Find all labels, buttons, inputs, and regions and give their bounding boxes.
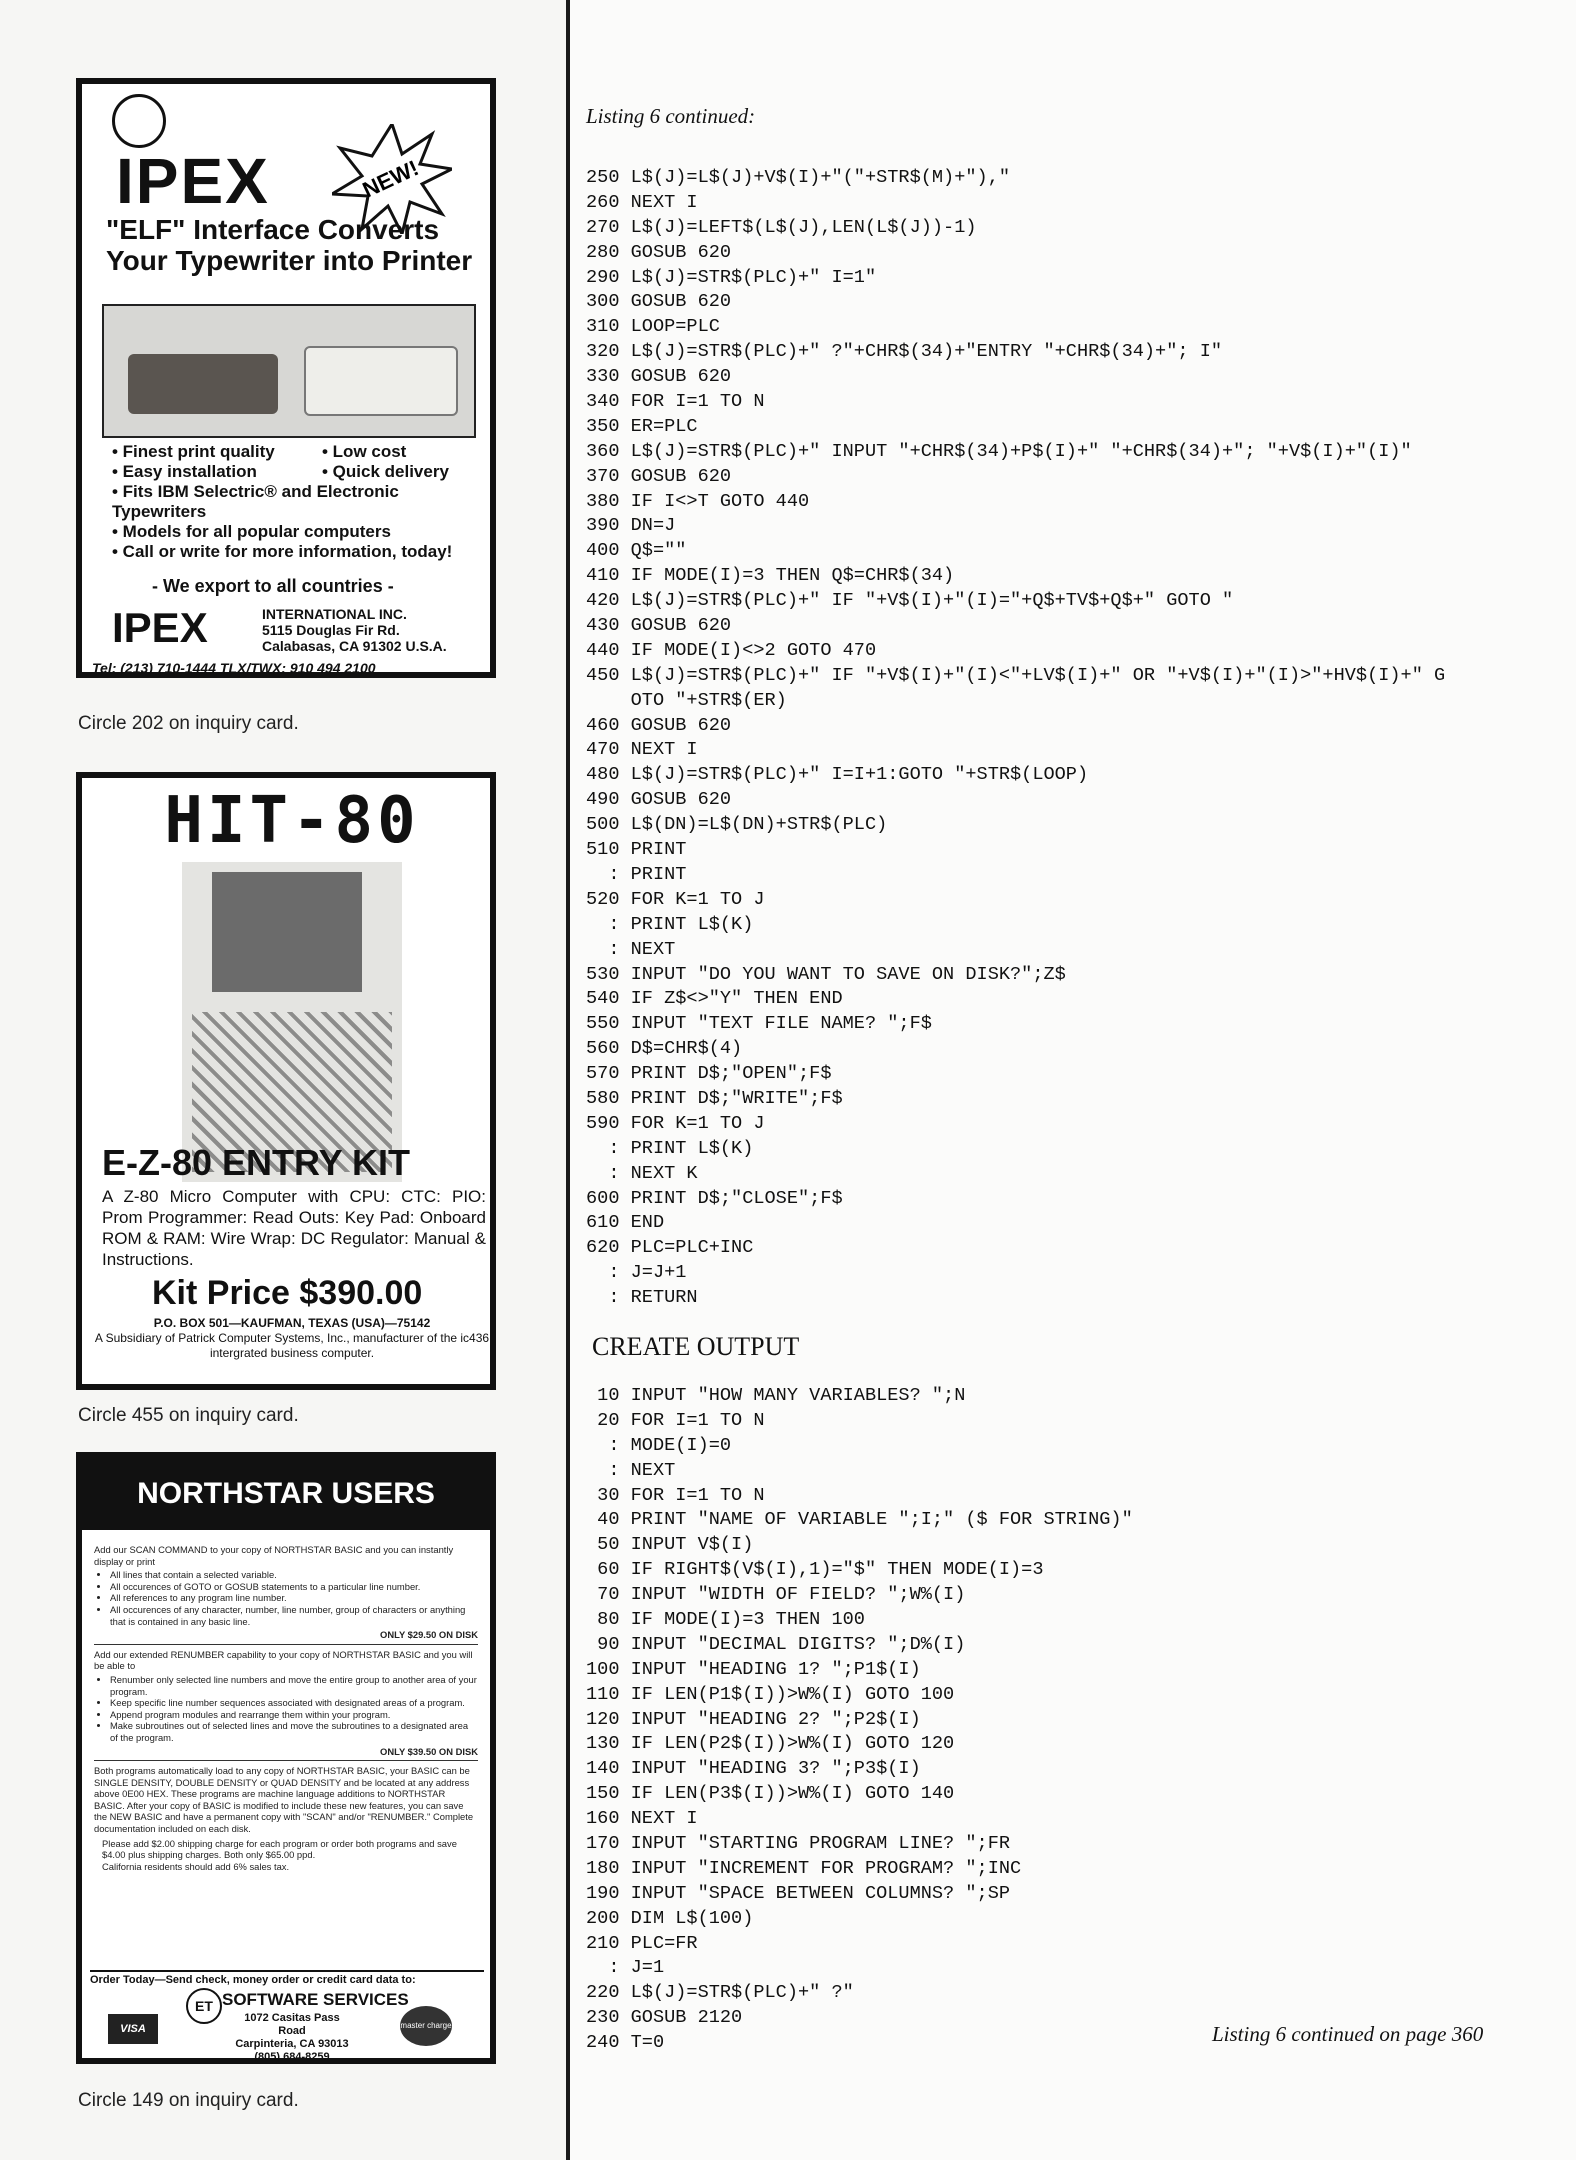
code-line: 100 INPUT "HEADING 1? ";P1$(I) [586, 1658, 921, 1680]
code-line: 440 IF MODE(I)<>2 GOTO 470 [586, 639, 877, 661]
company-name: SOFTWARE SERVICES [222, 1990, 409, 2009]
listing-title: Listing 6 continued: [586, 104, 756, 128]
code-line: 250 L$(J)=L$(J)+V$(I)+"("+STR$(M)+")," [586, 167, 1011, 188]
kit-title: E-Z-80 ENTRY KIT [102, 1142, 411, 1183]
kit-description: A Z-80 Micro Computer with CPU: CTC: PIO: Prom Programmer: Read Outs: Key Pad: Onboard ROM & RAM: Wire Wrap: DC Regulator: Manual & Instructions. [102, 1187, 486, 1269]
code-line: 230 GOSUB 2120 [586, 2007, 743, 2029]
code-line: 130 IF LEN(P2$(I))>W%(I) GOTO 120 [586, 1733, 955, 1755]
code-line: 30 FOR I=1 TO N [586, 1484, 765, 1506]
code-line: 10 INPUT "HOW MANY VARIABLES? ";N [586, 1385, 966, 1406]
order-line: Order Today—Send check, money order or credit card data to: [90, 1970, 484, 1986]
ad-column [0, 0, 566, 2160]
code-line: 510 PRINT [586, 839, 687, 861]
typewriter-image [128, 354, 278, 414]
both-programs-note: Both programs automatically load to any copy of NORTHSTAR BASIC, your BASIC can be SINGLE DENSITY, DOUBLE DENSITY or QUAD DENSITY and be located at any address above 0E00 HEX. These programs are machine language additions to NORTHSTAR BASIC. After your copy of BASIC is modified to include these new features, you can save the NEW BASIC and have a permanent copy with "SCAN" and/or "RENUMBER." Complete documentation included on each disk. [94, 1765, 474, 1835]
continued-note: Listing 6 continued on page 360 [1212, 2022, 1484, 2046]
code-line: 150 IF LEN(P3$(I))>W%(I) GOTO 140 [586, 1783, 955, 1805]
list-item: • All occurences of any character, number, line number, group of characters or anything that is contained in any basic line. [110, 1604, 478, 1627]
code-line: : J=1 [586, 1957, 665, 1979]
code-line: : MODE(I)=0 [586, 1434, 732, 1456]
code-listing [586, 166, 1445, 1311]
ipex-bullets [112, 442, 492, 562]
code-line: 190 INPUT "SPACE BETWEEN COLUMNS? ";SP [586, 1882, 1011, 1904]
hit80-caption: Circle 455 on inquiry card. [78, 1405, 299, 1426]
hit80-address [92, 1316, 492, 1361]
code-line: 280 GOSUB 620 [586, 241, 732, 263]
list-item: • All references to any program line number. [110, 1592, 478, 1604]
code-line: 400 Q$="" [586, 540, 687, 562]
hit80-title: HIT-80 [164, 784, 420, 858]
code-line: 110 IF LEN(P1$(I))>W%(I) GOTO 100 [586, 1683, 955, 1705]
code-line: 260 NEXT I [586, 191, 698, 213]
code-listing-create-output [586, 1384, 1133, 2056]
bullet: • Easy installation [112, 462, 257, 481]
address-line: Carpinteria, CA 93013 [235, 2038, 349, 2050]
northstar-ad [76, 1452, 496, 2064]
bullet: • Call or write for more information, today! [112, 542, 453, 561]
code-line: 430 GOSUB 620 [586, 615, 732, 637]
list-item: • All lines that contain a selected variable. [110, 1569, 478, 1581]
ipex-logo: IPEX [116, 145, 270, 217]
code-line: 620 PLC=PLC+INC [586, 1237, 754, 1259]
visa-logo-icon: VISA [108, 2014, 158, 2044]
code-line: 550 INPUT "TEXT FILE NAME? ";F$ [586, 1013, 932, 1035]
northstar-body [94, 1544, 478, 1872]
scan-price: ONLY $29.50 ON DISK [380, 1629, 478, 1641]
code-line: : NEXT [586, 938, 676, 960]
code-line: 470 NEXT I [586, 739, 698, 761]
northstar-caption: Circle 149 on inquiry card. [78, 2090, 299, 2111]
code-line: 180 INPUT "INCREMENT FOR PROGRAM? ";INC [586, 1857, 1022, 1879]
code-line: 480 L$(J)=STR$(PLC)+" I=I+1:GOTO "+STR$(LOOP) [586, 764, 1089, 786]
code-line: 500 L$(DN)=L$(DN)+STR$(PLC) [586, 814, 888, 836]
hit80-ad [76, 772, 496, 1390]
ipex-address [262, 606, 447, 654]
code-line: 330 GOSUB 620 [586, 366, 732, 388]
address-line: 5115 Douglas Fir Rd. [262, 622, 400, 638]
code-line: 540 IF Z$<>"Y" THEN END [586, 988, 843, 1010]
bullet: • Quick delivery [322, 462, 449, 481]
renumber-price: ONLY $39.50 ON DISK [380, 1745, 478, 1757]
code-line: 40 PRINT "NAME OF VARIABLE ";I;" ($ FOR STRING)" [586, 1509, 1133, 1531]
kit-price: Kit Price $390.00 [152, 1274, 423, 1312]
code-line: OTO "+STR$(ER) [586, 689, 787, 711]
kit-photo [182, 862, 402, 1182]
code-line: 450 L$(J)=STR$(PLC)+" IF "+V$(I)+"(I)<"+LV$(I)+" OR "+V$(I)+"(I)>"+HV$(I)+" G [586, 664, 1446, 686]
code-line: 590 FOR K=1 TO J [586, 1112, 765, 1134]
code-line: 300 GOSUB 620 [586, 291, 732, 313]
circuit-board-image [212, 872, 362, 992]
export-note: - We export to all countries - [152, 576, 394, 596]
code-line: 320 L$(J)=STR$(PLC)+" ?"+CHR$(34)+"ENTRY "+CHR$(34)+"; I" [586, 341, 1223, 363]
northstar-title: NORTHSTAR USERS [82, 1458, 490, 1530]
code-line: 520 FOR K=1 TO J [586, 888, 765, 910]
renumber-section [94, 1649, 478, 1761]
code-line: 170 INPUT "STARTING PROGRAM LINE? ";FR [586, 1833, 1011, 1855]
code-line: : NEXT [586, 1459, 676, 1481]
bullet: • Models for all popular computers [112, 522, 391, 541]
code-line: : PRINT [586, 863, 687, 885]
typewriter-image [304, 346, 458, 416]
list-item: • Renumber only selected line numbers and move the entire group to another area of your program. [110, 1674, 478, 1697]
list-item: • Make subroutines out of selected lines and move the subroutines to a designated area of the program. [110, 1720, 478, 1743]
bullet: • Finest print quality [112, 442, 275, 461]
scan-intro: Add our SCAN COMMAND to your copy of NORTHSTAR BASIC and you can instantly display or print [94, 1544, 454, 1567]
code-line: 80 IF MODE(I)=3 THEN 100 [586, 1609, 865, 1631]
list-item: • Append program modules and rearrange them within your program. [110, 1709, 478, 1721]
tax-note: California residents should add 6% sales tax. [102, 1860, 290, 1872]
bullet: • Fits IBM Selectric® and Electronic Typewriters [112, 482, 399, 521]
code-line: 490 GOSUB 620 [586, 789, 732, 811]
address-line: INTERNATIONAL INC. [262, 606, 407, 622]
et-logo-icon: ET [186, 1988, 222, 2024]
code-line: 570 PRINT D$;"OPEN";F$ [586, 1063, 832, 1085]
code-line: 380 IF I<>T GOTO 440 [586, 490, 810, 512]
address-line: P.O. BOX 501—KAUFMAN, TEXAS (USA)—75142 [153, 1316, 431, 1330]
code-line: 600 PRINT D$;"CLOSE";F$ [586, 1187, 843, 1209]
renumber-intro: Add our extended RENUMBER capability to your copy of NORTHSTAR BASIC and you will be able to [94, 1648, 473, 1672]
code-line: 530 INPUT "DO YOU WANT TO SAVE ON DISK?";Z$ [586, 963, 1066, 985]
ipex-telephone: Tel: (213) 710-1444 TLX/TWX: 910 494 2100 [92, 660, 376, 676]
company-address [232, 2012, 352, 2064]
code-line: 220 L$(J)=STR$(PLC)+" ?" [586, 1982, 854, 2004]
code-line: 410 IF MODE(I)=3 THEN Q$=CHR$(34) [586, 565, 955, 587]
code-line: : NEXT K [586, 1162, 698, 1184]
code-line: 290 L$(J)=STR$(PLC)+" I=1" [586, 266, 877, 288]
code-line: 200 DIM L$(100) [586, 1907, 754, 1929]
code-line: : PRINT L$(K) [586, 1137, 754, 1159]
code-line: 240 T=0 [586, 2032, 665, 2054]
code-line: 210 PLC=FR [586, 1932, 698, 1954]
mastercharge-logo-icon: master charge [400, 2006, 452, 2046]
code-line: 350 ER=PLC [586, 415, 698, 437]
code-line: 90 INPUT "DECIMAL DIGITS? ";D%(I) [586, 1633, 966, 1655]
code-line: 60 IF RIGHT$(V$(I),1)="$" THEN MODE(I)=3 [586, 1559, 1044, 1581]
code-line: 50 INPUT V$(I) [586, 1534, 754, 1556]
section-heading: CREATE OUTPUT [592, 1332, 800, 1361]
code-line: 580 PRINT D$;"WRITE";F$ [586, 1087, 843, 1109]
ipex-ad [76, 78, 496, 678]
code-line: 390 DN=J [586, 515, 676, 537]
code-line: 270 L$(J)=LEFT$(L$(J),LEN(L$(J))-1) [586, 216, 977, 238]
code-line: 560 D$=CHR$(4) [586, 1038, 743, 1060]
code-line: 420 L$(J)=STR$(PLC)+" IF "+V$(I)+"(I)="+Q$+TV$+Q$+" GOTO " [586, 590, 1234, 612]
code-line: : PRINT L$(K) [586, 913, 754, 935]
code-line: 20 FOR I=1 TO N [586, 1409, 765, 1431]
code-line: 340 FOR I=1 TO N [586, 391, 765, 413]
typewriter-photo [102, 304, 476, 438]
code-line: : J=J+1 [586, 1262, 687, 1284]
ipex-caption: Circle 202 on inquiry card. [78, 713, 299, 734]
code-line: 160 NEXT I [586, 1808, 698, 1830]
code-line: 310 LOOP=PLC [586, 316, 720, 338]
address-line: 1072 Casitas Pass Road [244, 2012, 340, 2037]
globe-icon [112, 94, 166, 148]
code-line: 610 END [586, 1212, 665, 1234]
address-line: (805) 684-8259 [254, 2051, 330, 2063]
code-line: : RETURN [586, 1287, 698, 1309]
scan-section [94, 1544, 478, 1645]
ipex-headline: "ELF" Interface Converts Your Typewriter into Printer [106, 214, 473, 276]
code-line: 70 INPUT "WIDTH OF FIELD? ";W%(I) [586, 1584, 966, 1606]
code-line: 120 INPUT "HEADING 2? ";P2$(I) [586, 1708, 921, 1730]
list-item: • All occurences of GOTO or GOSUB statements to a particular line number. [110, 1581, 478, 1593]
code-line: 370 GOSUB 620 [586, 465, 732, 487]
new-badge-text: NEW! [358, 155, 423, 203]
shipping-note: Please add $2.00 shipping charge for each program or order both programs and save $4.00 plus shipping charges. Both only $65.00 ppd. [102, 1837, 457, 1861]
code-line: 460 GOSUB 620 [586, 714, 732, 736]
subsidiary-note: A Subsidiary of Patrick Computer Systems, Inc., manufacturer of the ic436 intergrated business computer. [94, 1331, 490, 1360]
list-item: • Keep specific line number sequences associated with designated areas of a program. [110, 1697, 478, 1709]
bullet: • Low cost [322, 442, 407, 461]
ipex-logo-small: IPEX [112, 604, 208, 651]
code-line: 360 L$(J)=STR$(PLC)+" INPUT "+CHR$(34)+P$(I)+" "+CHR$(34)+"; "+V$(I)+"(I)" [586, 440, 1412, 462]
address-line: Calabasas, CA 91302 U.S.A. [262, 638, 447, 654]
code-line: 140 INPUT "HEADING 3? ";P3$(I) [586, 1758, 921, 1780]
